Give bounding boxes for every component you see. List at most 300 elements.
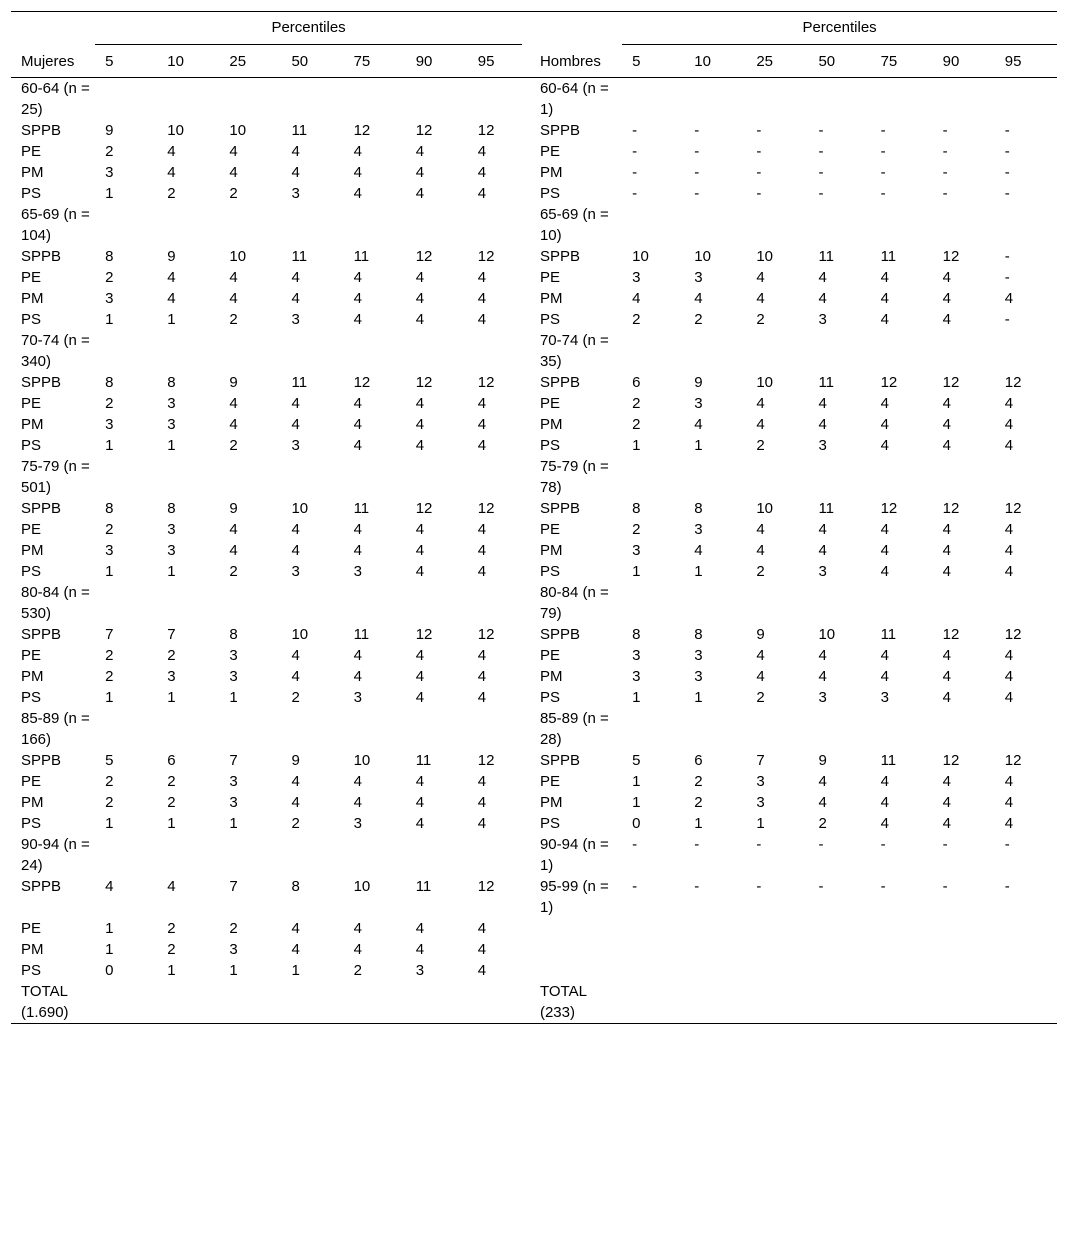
table-row — [11, 750, 1057, 771]
women-value-cell — [406, 456, 468, 498]
men-value-cell — [622, 981, 684, 1024]
women-value-cell: 8 — [167, 500, 176, 517]
men-value-cell — [871, 960, 933, 981]
table-row — [11, 918, 1057, 939]
women-value-cell — [406, 981, 468, 1024]
women-value-cell: 4 — [415, 416, 425, 433]
men-row-label: PM — [539, 542, 563, 559]
men-value-cell: 3 — [880, 689, 889, 706]
women-value-cell: 4 — [167, 164, 176, 181]
men-row-label: PS — [539, 689, 560, 706]
women-value-cell — [468, 708, 530, 750]
women-value-cell: 10 — [229, 248, 247, 265]
women-value-cell — [468, 834, 530, 876]
women-value-cell: 3 — [105, 416, 114, 433]
men-percentiles-label: Percentiles — [622, 12, 1057, 45]
women-value-cell: 1 — [229, 815, 238, 832]
men-value-cell: - — [818, 122, 824, 139]
women-row-label: PE — [21, 521, 42, 538]
men-value-cell: 4 — [942, 395, 952, 412]
men-value-cell: 4 — [818, 794, 827, 811]
men-value-cell: 8 — [632, 500, 641, 517]
men-value-cell — [933, 939, 995, 960]
women-percentile-header: 75 — [344, 45, 406, 78]
women-row-label: SPPB — [21, 248, 62, 265]
women-value-cell: 4 — [415, 311, 425, 328]
men-value-cell: - — [632, 164, 638, 181]
men-value-cell: 4 — [880, 773, 889, 790]
men-value-cell: 3 — [632, 668, 641, 685]
men-value-cell: - — [756, 185, 762, 202]
men-value-cell: 1 — [632, 689, 641, 706]
men-value-cell: 12 — [1004, 752, 1022, 769]
women-value-cell: 1 — [105, 815, 114, 832]
women-percentile-header: 50 — [281, 45, 343, 78]
men-value-cell — [933, 456, 995, 498]
women-value-cell: 4 — [415, 647, 425, 664]
men-value-cell — [746, 981, 808, 1024]
women-value-cell: 4 — [415, 143, 425, 160]
women-value-cell: 1 — [105, 437, 114, 454]
women-row-label: PM — [21, 668, 44, 685]
men-value-cell: - — [818, 164, 824, 181]
women-value-cell: 2 — [167, 185, 176, 202]
women-value-cell: 3 — [167, 416, 176, 433]
women-value-cell: 3 — [167, 395, 176, 412]
women-row-label: PE — [21, 647, 42, 664]
men-value-cell: - — [694, 878, 700, 895]
men-value-cell — [995, 204, 1057, 246]
men-percentile-header: 75 — [871, 45, 933, 78]
men-row-label: PS — [539, 311, 560, 328]
women-value-cell: 2 — [167, 647, 176, 664]
table-row — [11, 666, 1057, 687]
women-value-cell: 12 — [477, 626, 495, 643]
men-value-cell: 4 — [942, 563, 952, 580]
men-value-cell: 12 — [880, 500, 898, 517]
men-value-cell — [995, 582, 1057, 624]
men-row-label: 90-94 (n = 1) — [539, 836, 609, 874]
women-value-cell: 4 — [229, 164, 238, 181]
women-value-cell: 2 — [167, 941, 176, 958]
men-row-label — [530, 939, 622, 960]
women-value-cell: 4 — [477, 689, 487, 706]
women-value-cell: 1 — [105, 185, 114, 202]
women-row-label: 60-64 (n = 25) — [21, 80, 90, 118]
women-value-cell — [406, 582, 468, 624]
men-value-cell: 4 — [1004, 773, 1014, 790]
men-value-cell — [746, 330, 808, 372]
men-value-cell: 2 — [694, 794, 703, 811]
women-value-cell: 2 — [105, 794, 114, 811]
men-value-cell: - — [632, 122, 638, 139]
women-value-cell: 3 — [105, 542, 114, 559]
women-value-cell: 4 — [415, 668, 425, 685]
women-value-cell: 4 — [291, 269, 300, 286]
women-value-cell: 11 — [415, 878, 432, 895]
men-value-cell: - — [1004, 248, 1010, 265]
men-row-label: PM — [539, 290, 563, 307]
women-value-cell: 2 — [105, 143, 114, 160]
women-value-cell: 4 — [477, 773, 487, 790]
women-value-cell: 2 — [105, 647, 114, 664]
men-value-cell — [622, 939, 684, 960]
men-value-cell: 6 — [694, 752, 703, 769]
women-value-cell: 1 — [105, 941, 114, 958]
men-value-cell: 2 — [632, 311, 641, 328]
men-row-label: SPPB — [539, 122, 580, 139]
men-value-cell: 2 — [818, 815, 827, 832]
women-value-cell: 11 — [353, 248, 370, 265]
men-value-cell: 4 — [818, 668, 827, 685]
women-value-cell: 4 — [415, 815, 425, 832]
women-value-cell: 4 — [353, 185, 362, 202]
women-value-cell: 4 — [353, 773, 362, 790]
table-row — [11, 876, 1057, 918]
men-value-cell: 1 — [694, 563, 703, 580]
women-value-cell: 4 — [415, 794, 425, 811]
women-value-cell — [95, 456, 157, 498]
table-row — [11, 792, 1057, 813]
table-row — [11, 624, 1057, 645]
women-value-cell: 2 — [105, 773, 114, 790]
men-value-cell — [871, 582, 933, 624]
table-row — [11, 372, 1057, 393]
women-value-cell — [219, 708, 281, 750]
men-value-cell: 4 — [880, 311, 889, 328]
women-value-cell: 4 — [229, 395, 238, 412]
men-value-cell — [871, 939, 933, 960]
women-value-cell: 2 — [105, 521, 114, 538]
table-row — [11, 645, 1057, 666]
men-row-label — [530, 918, 622, 939]
men-value-cell: 11 — [818, 248, 835, 265]
men-row-label: 75-79 (n = 78) — [539, 458, 609, 496]
women-value-cell: 4 — [477, 563, 487, 580]
men-value-cell: 2 — [756, 689, 765, 706]
men-value-cell: 4 — [756, 416, 765, 433]
women-value-cell: 3 — [229, 941, 238, 958]
women-value-cell: 9 — [105, 122, 114, 139]
men-percentile-header: 90 — [933, 45, 995, 78]
men-value-cell: 4 — [880, 542, 889, 559]
men-value-cell: 4 — [818, 521, 827, 538]
men-value-cell — [746, 939, 808, 960]
women-value-cell — [468, 582, 530, 624]
women-value-cell — [281, 708, 343, 750]
women-value-cell: 4 — [477, 290, 487, 307]
men-value-cell: 1 — [694, 815, 703, 832]
men-value-cell: - — [632, 878, 638, 895]
women-value-cell — [281, 582, 343, 624]
women-value-cell — [219, 834, 281, 876]
women-value-cell: 4 — [353, 794, 362, 811]
men-value-cell — [808, 204, 870, 246]
women-value-cell: 12 — [415, 626, 433, 643]
women-value-cell: 4 — [291, 668, 300, 685]
women-row-label: 90-94 (n = 24) — [21, 836, 90, 874]
women-value-cell: 5 — [105, 752, 114, 769]
men-value-cell: 10 — [756, 248, 774, 265]
men-value-cell — [995, 981, 1057, 1024]
header-spacer-women — [11, 12, 95, 46]
women-value-cell: 1 — [167, 815, 176, 832]
women-value-cell: 10 — [167, 122, 184, 139]
women-value-cell: 4 — [415, 920, 425, 937]
women-value-cell: 0 — [105, 962, 114, 979]
women-value-cell: 8 — [105, 500, 114, 517]
men-value-cell — [622, 78, 684, 121]
women-value-cell: 4 — [353, 542, 362, 559]
men-value-cell: 4 — [880, 395, 889, 412]
women-value-cell: 3 — [167, 668, 176, 685]
men-row-label: PE — [539, 143, 560, 160]
women-value-cell: 4 — [291, 647, 300, 664]
women-value-cell — [219, 981, 281, 1024]
women-value-cell — [95, 78, 157, 121]
men-value-cell — [871, 918, 933, 939]
women-value-cell — [406, 708, 468, 750]
men-value-cell: 4 — [818, 395, 827, 412]
women-row-label: SPPB — [21, 500, 62, 517]
men-percentile-header: 10 — [684, 45, 746, 78]
women-row-label: 75-79 (n = 501) — [21, 458, 90, 496]
men-value-cell — [995, 939, 1057, 960]
men-value-cell — [933, 708, 995, 750]
women-value-cell: 4 — [353, 269, 362, 286]
men-value-cell: 4 — [694, 542, 703, 559]
women-value-cell — [468, 330, 530, 372]
women-value-cell — [157, 582, 219, 624]
women-value-cell: 2 — [291, 689, 300, 706]
women-value-cell: 4 — [167, 143, 176, 160]
women-value-cell: 8 — [105, 374, 114, 391]
men-value-cell: 12 — [1004, 374, 1022, 391]
table-row — [11, 267, 1057, 288]
men-value-cell: 11 — [818, 500, 835, 517]
women-percentiles-label: Percentiles — [95, 12, 522, 45]
women-value-cell: 4 — [291, 542, 300, 559]
women-value-cell: 4 — [291, 920, 300, 937]
women-value-cell — [157, 708, 219, 750]
men-value-cell: 4 — [756, 542, 765, 559]
women-value-cell: 4 — [415, 290, 425, 307]
women-value-cell: 4 — [477, 143, 487, 160]
men-value-cell: 2 — [632, 416, 641, 433]
women-value-cell — [157, 834, 219, 876]
women-value-cell: 4 — [353, 920, 362, 937]
men-value-cell: 4 — [880, 521, 889, 538]
women-value-cell: 4 — [477, 794, 487, 811]
women-value-cell: 12 — [353, 122, 371, 139]
men-value-cell — [871, 78, 933, 121]
men-value-cell: 4 — [880, 437, 889, 454]
men-value-cell — [808, 78, 870, 121]
men-value-cell: 4 — [942, 311, 952, 328]
women-value-cell: 9 — [291, 752, 300, 769]
women-value-cell: 1 — [105, 689, 114, 706]
men-value-cell: - — [1004, 185, 1010, 202]
women-value-cell — [468, 981, 530, 1024]
women-row-label: TOTAL (1.690) — [11, 981, 95, 1024]
men-value-cell — [808, 939, 870, 960]
women-value-cell: 4 — [291, 395, 300, 412]
women-value-cell: 4 — [291, 773, 300, 790]
women-value-cell: 12 — [415, 500, 433, 517]
women-row-label: PS — [21, 815, 42, 832]
women-value-cell: 10 — [291, 500, 309, 517]
men-value-cell — [995, 456, 1057, 498]
women-value-cell: 4 — [291, 941, 300, 958]
header-spacer-men — [530, 12, 622, 46]
men-value-cell: 3 — [818, 689, 827, 706]
women-row-label: PS — [21, 563, 42, 580]
women-value-cell: 12 — [477, 878, 495, 895]
men-value-cell — [995, 708, 1057, 750]
men-value-cell — [684, 78, 746, 121]
men-value-cell — [746, 456, 808, 498]
women-value-cell: 12 — [415, 122, 433, 139]
women-value-cell: 3 — [291, 563, 300, 580]
men-value-cell: 2 — [694, 311, 703, 328]
women-value-cell: 2 — [229, 311, 238, 328]
men-value-cell: 3 — [694, 395, 703, 412]
men-value-cell: 4 — [942, 647, 952, 664]
men-value-cell — [684, 330, 746, 372]
men-value-cell: 12 — [1004, 500, 1022, 517]
women-value-cell: 11 — [291, 374, 308, 391]
women-value-cell: 4 — [105, 878, 114, 895]
women-value-cell: 4 — [229, 269, 238, 286]
men-value-cell: 9 — [756, 626, 765, 643]
women-value-cell: 1 — [167, 437, 176, 454]
men-value-cell: 12 — [942, 626, 960, 643]
women-row-label: 65-69 (n = 104) — [21, 206, 90, 244]
men-value-cell: 12 — [942, 500, 960, 517]
table-row — [11, 939, 1057, 960]
men-value-cell: 11 — [818, 374, 835, 391]
men-value-cell — [684, 582, 746, 624]
men-value-cell — [684, 204, 746, 246]
men-value-cell: - — [880, 143, 886, 160]
women-value-cell: 8 — [229, 626, 238, 643]
women-value-cell — [281, 981, 343, 1024]
women-value-cell: 3 — [229, 668, 238, 685]
men-value-cell — [622, 582, 684, 624]
men-value-cell: 4 — [942, 521, 952, 538]
men-value-cell — [808, 330, 870, 372]
women-value-cell: 1 — [105, 563, 114, 580]
men-value-cell: 4 — [1004, 689, 1014, 706]
women-value-cell: 3 — [229, 647, 238, 664]
men-value-cell: 3 — [632, 269, 641, 286]
women-value-cell: 1 — [291, 962, 300, 979]
women-row-label: SPPB — [21, 122, 62, 139]
percentile-table — [11, 11, 1057, 1024]
women-value-cell: 9 — [229, 500, 238, 517]
men-value-cell — [933, 981, 995, 1024]
men-value-cell: 10 — [756, 500, 774, 517]
women-row-label: SPPB — [21, 752, 62, 769]
men-value-cell: - — [818, 185, 824, 202]
men-value-cell — [746, 78, 808, 121]
women-value-cell: 4 — [477, 521, 487, 538]
women-value-cell: 4 — [291, 416, 300, 433]
women-value-cell: 3 — [229, 773, 238, 790]
women-value-cell: 2 — [105, 269, 114, 286]
men-value-cell — [684, 456, 746, 498]
women-value-cell: 3 — [105, 290, 114, 307]
women-value-cell — [95, 204, 157, 246]
women-value-cell: 12 — [477, 122, 495, 139]
men-value-cell: - — [694, 164, 700, 181]
men-value-cell: 4 — [756, 269, 765, 286]
table-body — [11, 78, 1057, 1024]
women-value-cell: 4 — [353, 311, 362, 328]
women-value-cell: 4 — [477, 647, 487, 664]
table-row — [11, 708, 1057, 750]
women-value-cell — [95, 330, 157, 372]
women-value-cell — [406, 78, 468, 121]
men-value-cell — [871, 204, 933, 246]
table-row — [11, 687, 1057, 708]
men-value-cell: 2 — [756, 563, 765, 580]
women-value-cell: 3 — [229, 794, 238, 811]
men-value-cell: - — [632, 143, 638, 160]
women-value-cell: 12 — [477, 248, 495, 265]
men-value-cell: 4 — [942, 542, 952, 559]
table-row — [11, 519, 1057, 540]
men-value-cell — [622, 918, 684, 939]
men-value-cell — [622, 204, 684, 246]
women-row-label: 80-84 (n = 530) — [21, 584, 90, 622]
women-value-cell: 4 — [353, 290, 362, 307]
table-row — [11, 540, 1057, 561]
men-value-cell: - — [632, 185, 638, 202]
women-value-cell — [468, 78, 530, 121]
men-value-cell: 4 — [880, 416, 889, 433]
men-value-cell — [622, 960, 684, 981]
women-value-cell: 4 — [167, 269, 176, 286]
men-value-cell: - — [1004, 836, 1010, 853]
men-value-cell — [808, 708, 870, 750]
women-value-cell — [468, 456, 530, 498]
men-value-cell: 10 — [694, 248, 711, 265]
women-value-cell: 1 — [167, 689, 176, 706]
men-value-cell: 4 — [1004, 290, 1014, 307]
men-value-cell — [933, 330, 995, 372]
men-value-cell: - — [756, 878, 762, 895]
men-value-cell — [808, 981, 870, 1024]
women-value-cell: 4 — [167, 878, 176, 895]
women-value-cell: 4 — [477, 941, 487, 958]
men-value-cell: 4 — [880, 563, 889, 580]
women-value-cell: 4 — [477, 668, 487, 685]
men-value-cell: 3 — [818, 311, 827, 328]
women-value-cell: 12 — [415, 248, 433, 265]
men-value-cell: - — [942, 164, 948, 181]
men-value-cell — [995, 78, 1057, 121]
men-value-cell: - — [632, 836, 638, 853]
men-value-cell: - — [942, 185, 948, 202]
women-value-cell: 3 — [291, 437, 300, 454]
men-value-cell: 2 — [694, 773, 703, 790]
women-value-cell — [157, 456, 219, 498]
men-row-label: SPPB — [539, 374, 580, 391]
men-value-cell — [746, 204, 808, 246]
men-value-cell — [933, 78, 995, 121]
women-row-label: SPPB — [21, 878, 62, 895]
